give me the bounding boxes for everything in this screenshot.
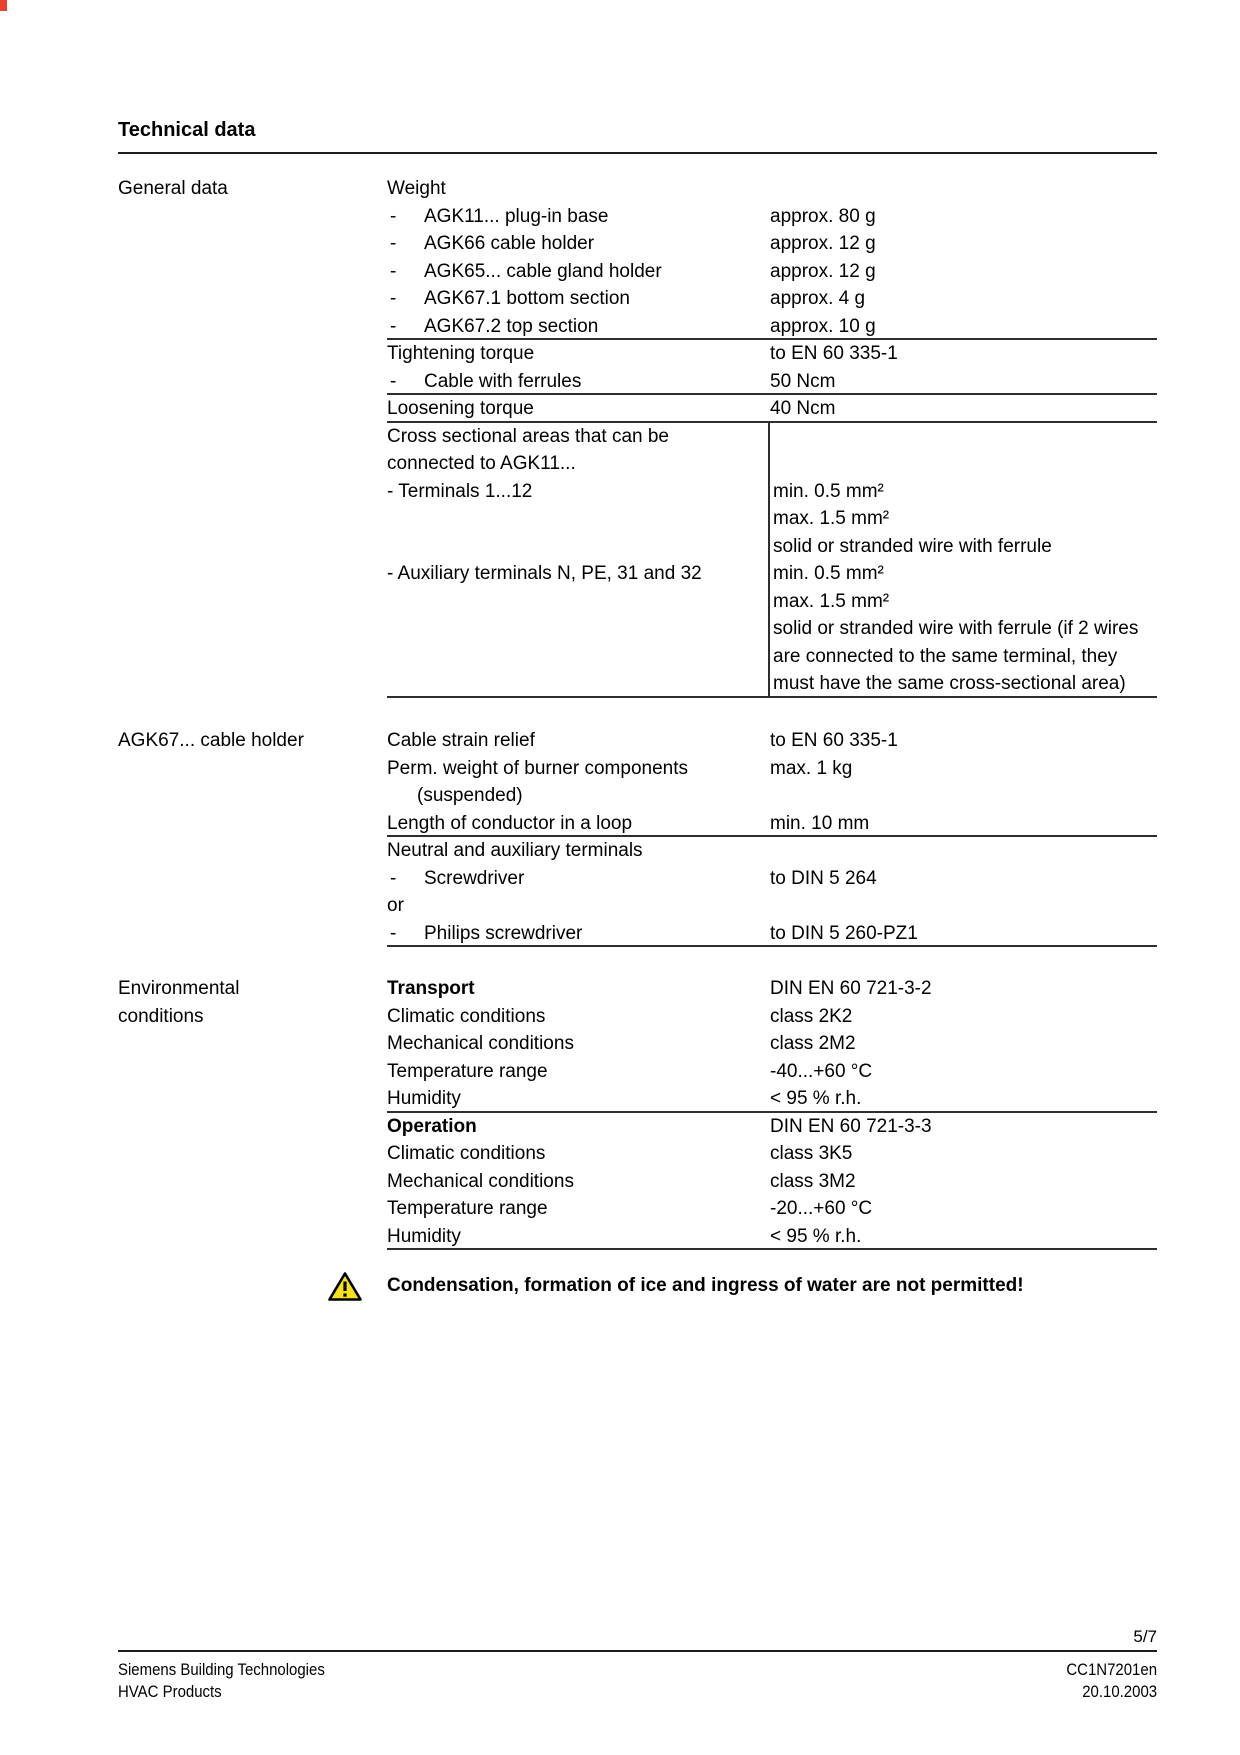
warning-triangle-icon [327,1271,363,1313]
list-dash: - [390,260,397,282]
table-row [118,782,1157,810]
spec-label [387,755,768,783]
spec-label-text: Weight [387,178,446,199]
spec-label-text: AGK11... plug-in base [424,205,609,227]
spec-label [387,285,768,313]
spec-label-text: Perm. weight of burner components [387,757,688,779]
spec-label [387,1003,768,1031]
spec-value: approx. 4 g [770,288,866,309]
spec-value: approx. 12 g [770,233,876,254]
spec-label-text: AGK66 cable holder [424,233,595,254]
spec-label [387,975,768,1003]
table-row [118,588,1157,616]
spec-label [387,368,768,396]
warning-text: Condensation, formation of ice and ingress of water are not permitted! [387,1275,1024,1296]
spec-value: DIN EN 60 721-3-2 [770,978,932,999]
list-dash: - [390,233,397,254]
spec-label-text: (suspended) [417,785,523,806]
table-row [118,340,1157,368]
spec-label [387,313,768,341]
footer [118,1659,1157,1703]
table-row [118,920,1157,948]
spec-value: max. 1.5 mm² [773,590,890,612]
spec-label [387,1113,768,1141]
spec-label-text: Loosening torque [387,398,534,419]
spec-value: are connected to the same terminal, they [773,645,1118,667]
table-row [118,313,1157,341]
section-environmental-conditions [118,975,1157,1250]
spec-label [387,837,768,865]
table-row [118,1003,1157,1031]
section-general-data [118,175,1157,698]
spec-value: must have the same cross-sectional area) [773,673,1126,694]
spec-label [387,1085,768,1113]
table-row [118,395,1157,423]
spec-label-text: Climatic conditions [387,1005,546,1027]
spec-label [387,727,768,755]
table-row [118,865,1157,893]
spec-label-text: Climatic conditions [387,1143,546,1164]
spec-label [387,782,768,810]
spec-label-text: Operation [387,1115,477,1137]
section-label: General data [118,178,228,199]
spec-label-text: Temperature range [387,1060,548,1082]
table-row [118,670,1157,698]
spec-value: -20...+60 °C [770,1198,873,1219]
spec-label [387,258,768,286]
table-row [118,450,1157,478]
spec-label-text: Humidity [387,1088,461,1109]
spec-label [387,478,768,506]
spec-value: to EN 60 335-1 [770,343,898,364]
table-row [118,1223,1157,1251]
spec-label [387,1140,768,1168]
spec-label [387,1195,768,1223]
spec-label-text: - Terminals 1...12 [387,480,533,502]
footer-company: Siemens Building Technologies [118,1660,325,1679]
spec-value: < 95 % r.h. [770,1088,862,1109]
table-row [118,1140,1157,1168]
table-row [118,560,1157,588]
table-row [118,230,1157,258]
spec-value: min. 0.5 mm² [773,563,884,584]
spec-value: approx. 80 g [770,205,876,227]
warning-note [118,1270,1157,1302]
table-row [118,285,1157,313]
spec-label [387,892,768,920]
spec-label [387,230,768,258]
spec-label [387,920,768,948]
footer-division: HVAC Products [118,1682,222,1701]
footer-date: 20.10.2003 [1082,1682,1157,1701]
spec-label-text: AGK67.1 bottom section [424,288,630,309]
spec-label [387,340,768,368]
spec-label-text: Length of conductor in a loop [387,812,633,834]
spec-value: class 3K5 [770,1143,853,1164]
table-row [118,1168,1157,1196]
spec-label-text: Tightening torque [387,343,535,364]
table-row [118,643,1157,671]
spec-value: class 2M2 [770,1033,856,1054]
spec-label-text: or [387,895,404,916]
spec-value: approx. 12 g [770,260,876,282]
spec-value: class 2K2 [770,1005,853,1027]
spec-value: 50 Ncm [770,370,836,392]
spec-label [387,810,768,838]
spec-value: < 95 % r.h. [770,1225,862,1247]
table-row [118,368,1157,396]
table-row [118,755,1157,783]
spec-label-text: connected to AGK11... [387,453,576,474]
spec-value: min. 10 mm [770,812,870,834]
table-row [118,810,1157,838]
page-title: Technical data [118,119,1157,154]
spec-value: approx. 10 g [770,315,876,337]
spec-label-text: - Auxiliary terminals N, PE, 31 and 32 [387,563,702,584]
spec-label [387,450,768,478]
spec-label-text: Mechanical conditions [387,1033,574,1054]
table-row [118,975,1157,1003]
list-dash: - [390,205,397,227]
page-number: 5/7 [1133,1627,1157,1646]
spec-label-text: AGK67.2 top section [424,315,599,337]
list-dash: - [390,370,397,392]
spec-label-text: Humidity [387,1225,461,1247]
spec-label [387,1030,768,1058]
spec-label-text: Mechanical conditions [387,1170,574,1192]
table-row [118,258,1157,286]
spec-label-text: Transport [387,978,475,999]
spec-label-text: Screwdriver [424,867,525,889]
spec-value: to DIN 5 264 [770,867,877,889]
spec-value: to EN 60 335-1 [770,730,898,751]
footer-doc-id: CC1N7201en [1066,1660,1157,1679]
section-agk67-cable-holder [118,727,1157,947]
spec-label [387,1223,768,1251]
spec-label-text: Neutral and auxiliary terminals [387,840,643,861]
spec-label-text: Cable strain relief [387,730,535,751]
table-row [118,533,1157,561]
table-row [118,203,1157,231]
table-row [118,892,1157,920]
list-dash: - [390,867,397,889]
spec-value: to DIN 5 260-PZ1 [770,922,918,944]
spec-label [387,1168,768,1196]
table-row [118,423,1157,451]
spec-label-text: Temperature range [387,1198,548,1219]
table-row [118,175,1157,203]
table-row [118,478,1157,506]
spec-value: DIN EN 60 721-3-3 [770,1115,932,1137]
section-label: AGK67... cable holder [118,730,304,751]
corner-marker [0,0,7,11]
table-row [118,1195,1157,1223]
spec-label-text: Cross sectional areas that can be [387,425,669,447]
spec-value: class 3M2 [770,1170,856,1192]
table-row [118,1030,1157,1058]
spec-label [387,395,768,423]
spec-label-text: Cable with ferrules [424,370,582,392]
spec-label [387,1058,768,1086]
spec-label [387,203,768,231]
spec-label [387,865,768,893]
spec-label-text: AGK65... cable gland holder [424,260,662,282]
list-dash: - [390,315,397,337]
spec-value: solid or stranded wire with ferrule (if 2 wires [773,618,1139,639]
table-row [118,1085,1157,1113]
spec-value: min. 0.5 mm² [773,480,884,502]
footer-divider [118,1650,1157,1652]
table-row [118,505,1157,533]
spec-label [387,423,768,451]
section-label: conditions [118,1005,204,1027]
spec-label-text: Philips screwdriver [424,922,583,944]
spec-value: max. 1.5 mm² [773,508,890,529]
spec-label [387,560,768,588]
table-row [118,837,1157,865]
spec-value: solid or stranded wire with ferrule [773,535,1052,557]
table-row [118,615,1157,643]
list-dash: - [390,922,397,944]
spec-value: -40...+60 °C [770,1060,873,1082]
table-row [118,727,1157,755]
list-dash: - [390,288,397,309]
table-row [118,1113,1157,1141]
table-row [118,1058,1157,1086]
spec-label [387,175,768,203]
section-label: Environmental [118,978,240,999]
spec-value: max. 1 kg [770,757,853,779]
spec-value: 40 Ncm [770,398,836,419]
